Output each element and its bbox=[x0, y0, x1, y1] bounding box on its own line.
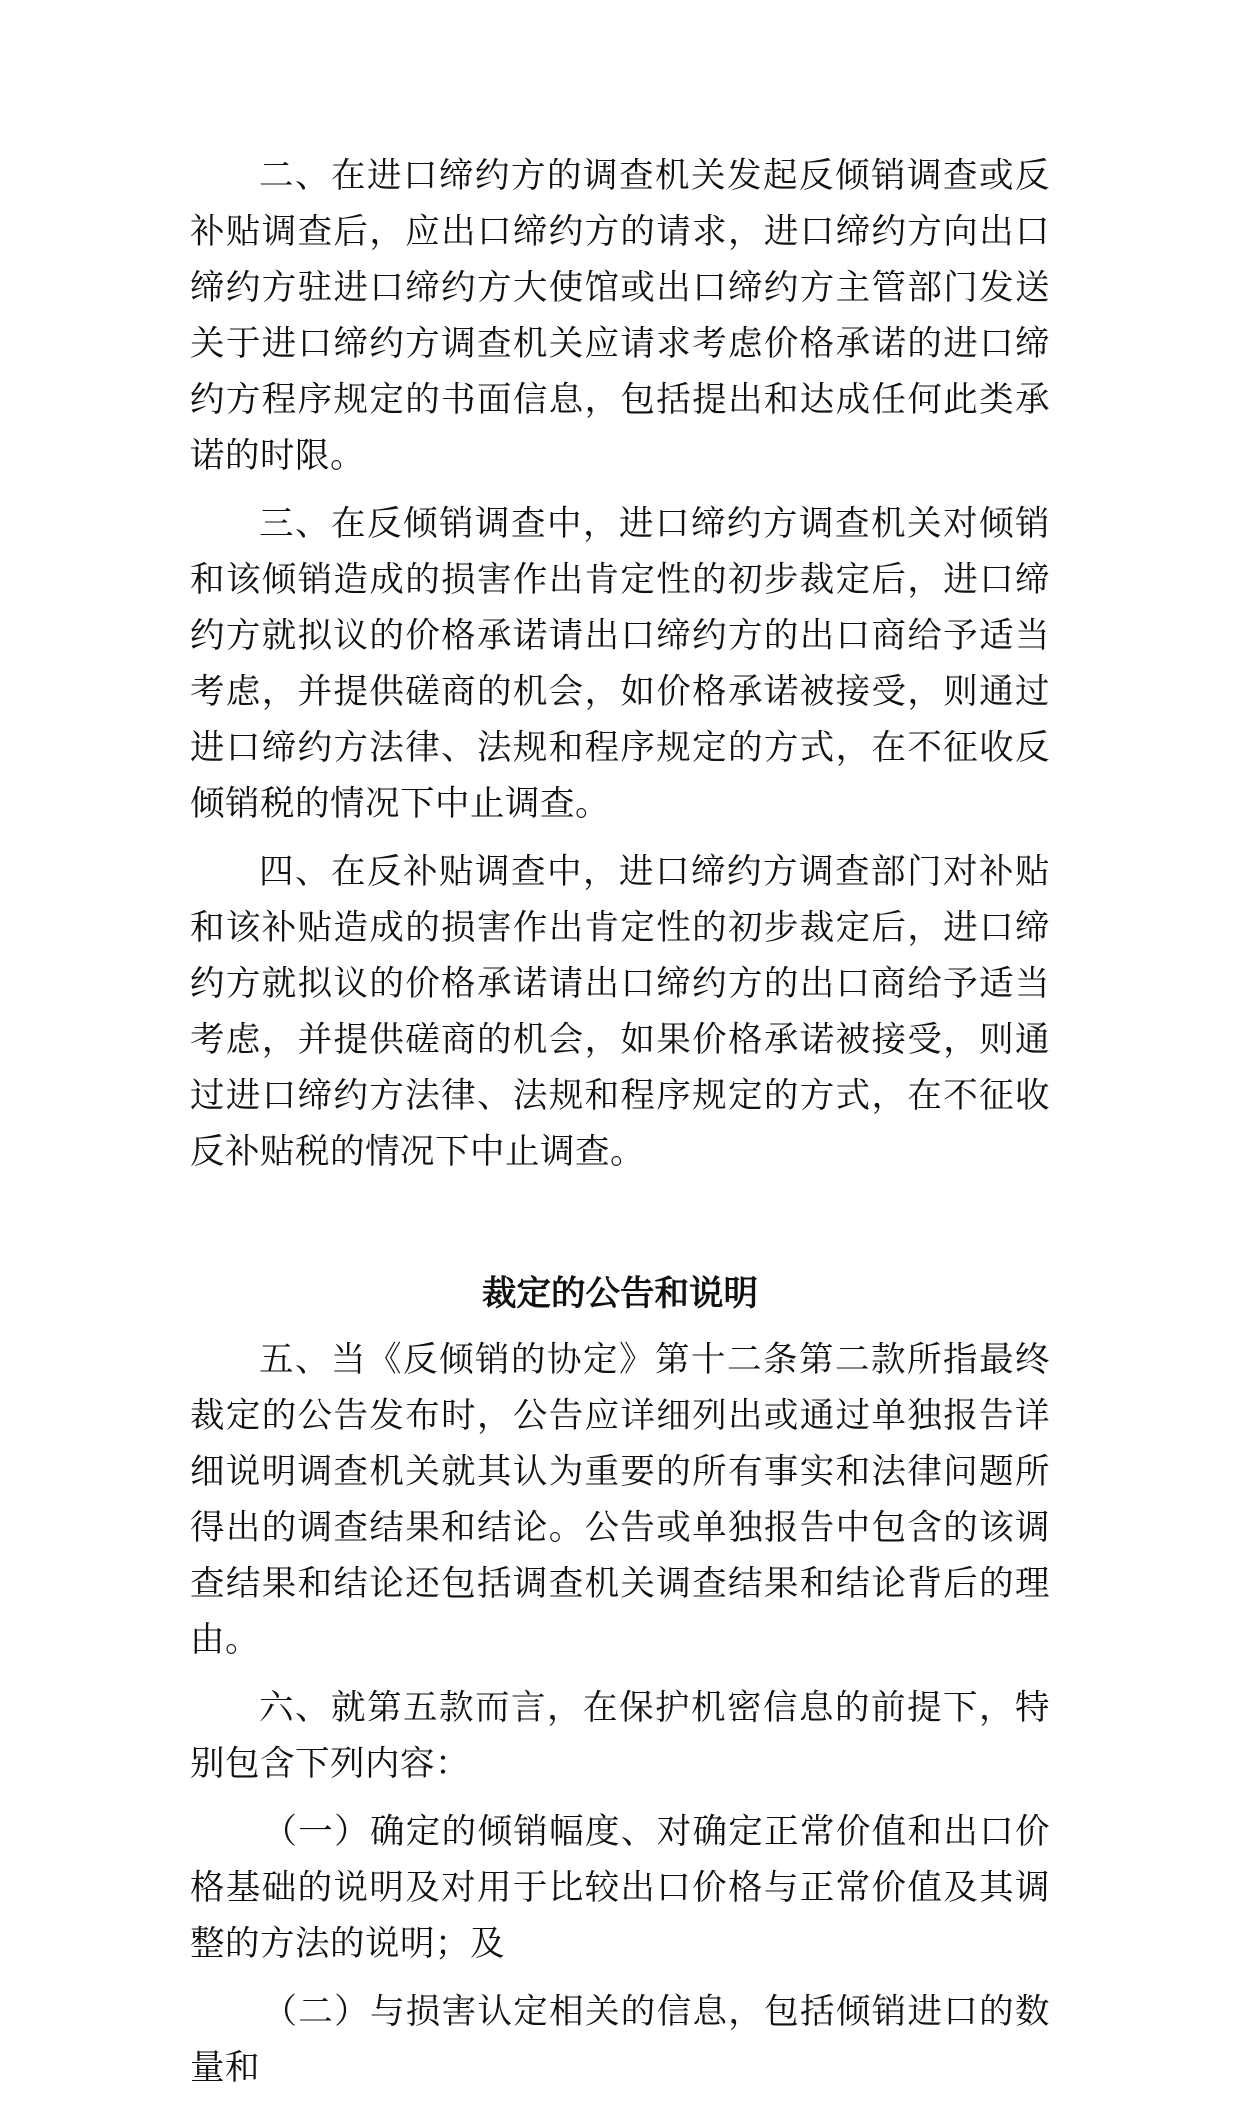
paragraph-5: 五、当《反倾销的协定》第十二条第二款所指最终裁定的公告发布时，公告应详细列出或通过单独报告详细说明调查机关就其认为重要的所有事实和法律问题所得出的调查结果和结论。公告或单独报告中包含的该调查结果和结论还包括调查机关调查结果和结论背后的理由。 bbox=[190, 1340, 1050, 1660]
paragraph-3: 三、在反倾销调查中，进口缔约方调查机关对倾销和该倾销造成的损害作出肯定性的初步裁定后，进口缔约方就拟议的价格承诺请出口缔约方的出口商给予适当考虑，并提供磋商的机会，如价格承诺被接受，则通过进口缔约方法律、法规和程序规定的方式，在不征收反倾销税的情况下中止调查。 bbox=[190, 504, 1050, 824]
section-title: 裁定的公告和说明 bbox=[482, 1274, 758, 1314]
list-item-1: （一）确定的倾销幅度、对确定正常价值和出口价格基础的说明及对用于比较出口价格与正常价值及其调整的方法的说明；及 bbox=[190, 1812, 1050, 1964]
document-page bbox=[190, 148, 1050, 2108]
paragraph-6: 六、就第五款而言，在保护机密信息的前提下，特别包含下列内容： bbox=[190, 1688, 1050, 1784]
paragraph-2: 二、在进口缔约方的调查机关发起反倾销调查或反补贴调查后，应出口缔约方的请求，进口缔约方向出口缔约方驻进口缔约方大使馆或出口缔约方主管部门发送关于进口缔约方调查机关应请求考虑价格承诺的进口缔约方程序规定的书面信息，包括提出和达成任何此类承诺的时限。 bbox=[190, 156, 1050, 476]
section-gap bbox=[190, 1192, 1050, 1266]
list-item-2: （二）与损害认定相关的信息，包括倾销进口的数量和 bbox=[190, 1992, 1050, 2088]
paragraph-4: 四、在反补贴调查中，进口缔约方调查部门对补贴和该补贴造成的损害作出肯定性的初步裁定后，进口缔约方就拟议的价格承诺请出口缔约方的出口商给予适当考虑，并提供磋商的机会，如果价格承诺被接受，则通过进口缔约方法律、法规和程序规定的方式，在不征收反补贴税的情况下中止调查。 bbox=[190, 852, 1050, 1172]
